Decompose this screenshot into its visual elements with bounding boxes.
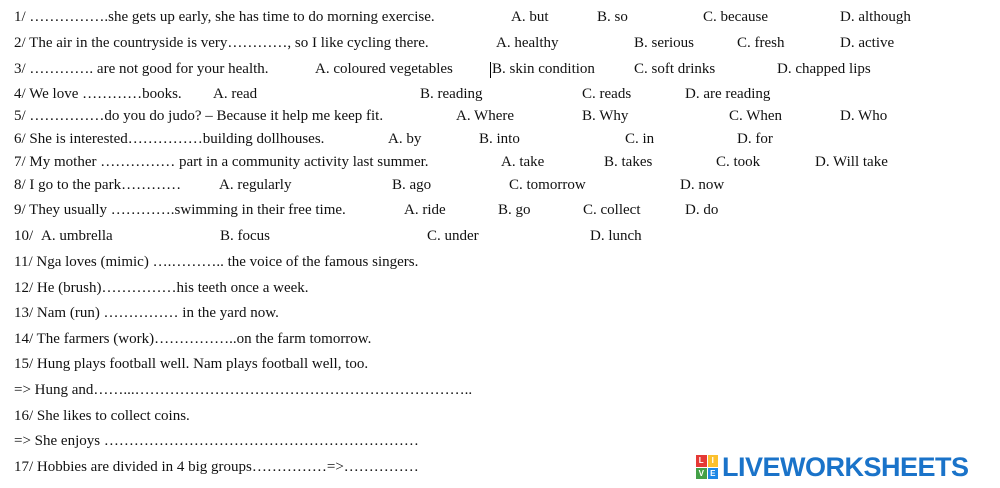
exercise-16-answer-text[interactable]: => She enjoys ……………………………………………………… xyxy=(14,433,419,449)
q2-option-a[interactable]: A. healthy xyxy=(496,35,559,51)
q9-option-d[interactable]: D. do xyxy=(685,202,719,218)
badge-letter-l: L xyxy=(696,455,707,467)
q4-option-a[interactable]: A. read xyxy=(213,86,258,102)
question-9-stem: 9/ They usually ………….swimming in their free time. xyxy=(14,202,346,218)
question-4-stem: 4/ We love …………books. xyxy=(14,86,182,102)
exercise-15-answer-text[interactable]: => Hung and……...………………………………………………………….. xyxy=(14,382,473,398)
q6-option-c[interactable]: C. in xyxy=(625,131,655,147)
q3-option-c[interactable]: C. soft drinks xyxy=(634,61,716,77)
q5-option-b[interactable]: B. Why xyxy=(582,108,629,124)
q6-option-a[interactable]: A. by xyxy=(388,131,422,147)
q3-option-b[interactable]: B. skin condition xyxy=(492,61,595,77)
q5-option-a[interactable]: A. Where xyxy=(456,108,515,124)
q4-option-c[interactable]: C. reads xyxy=(582,86,632,102)
question-5-stem: 5/ ……………do you do judo? – Because it help me keep fit. xyxy=(14,108,384,124)
exercise-16-text: 16/ She likes to collect coins. xyxy=(14,408,190,424)
q5-option-d[interactable]: D. Who xyxy=(840,108,888,124)
q1-option-c[interactable]: C. because xyxy=(703,9,768,25)
q1-option-b[interactable]: B. so xyxy=(597,9,628,25)
q10-option-c[interactable]: C. under xyxy=(427,228,479,244)
q4-option-b[interactable]: B. reading xyxy=(420,86,483,102)
q9-option-a[interactable]: A. ride xyxy=(404,202,446,218)
question-8-stem: 8/ I go to the park………… xyxy=(14,177,182,193)
q1-option-d[interactable]: D. although xyxy=(840,9,911,25)
q3-option-d[interactable]: D. chapped lips xyxy=(777,61,871,77)
question-2-stem: 2/ The air in the countryside is very…………, so I like cycling there. xyxy=(14,35,429,51)
q6-option-b[interactable]: B. into xyxy=(479,131,520,147)
exercise-17-text: 17/ Hobbies are divided in 4 big groups……………=>…………… xyxy=(14,459,419,475)
question-7-stem: 7/ My mother …………… part in a community activity last summer. xyxy=(14,154,429,170)
text-cursor xyxy=(490,62,491,78)
q8-option-b[interactable]: B. ago xyxy=(392,177,432,193)
q1-option-a[interactable]: A. but xyxy=(511,9,549,25)
q7-option-b[interactable]: B. takes xyxy=(604,154,653,170)
q8-option-c[interactable]: C. tomorrow xyxy=(509,177,586,193)
badge-letter-v: V xyxy=(696,468,707,480)
q7-option-d[interactable]: D. Will take xyxy=(815,154,888,170)
q8-option-a[interactable]: A. regularly xyxy=(219,177,292,193)
q10-option-a[interactable]: A. umbrella xyxy=(41,228,113,244)
logo-badge-icon xyxy=(696,455,718,479)
exercise-14-text: 14/ The farmers (work)……………..on the farm tomorrow. xyxy=(14,331,372,347)
exercise-15-text: 15/ Hung plays football well. Nam plays football well, too. xyxy=(14,356,369,372)
badge-letter-e: E xyxy=(708,468,719,480)
question-6-stem: 6/ She is interested……………building dollhouses. xyxy=(14,131,325,147)
q2-option-d[interactable]: D. active xyxy=(840,35,895,51)
q8-option-d[interactable]: D. now xyxy=(680,177,725,193)
question-10-prefix: 10/ xyxy=(14,228,34,244)
exercise-12-text: 12/ He (brush)……………his teeth once a week. xyxy=(14,280,309,296)
badge-letter-i: I xyxy=(708,455,719,467)
q2-option-c[interactable]: C. fresh xyxy=(737,35,785,51)
q9-option-b[interactable]: B. go xyxy=(498,202,531,218)
q2-option-b[interactable]: B. serious xyxy=(634,35,694,51)
q4-option-d[interactable]: D. are reading xyxy=(685,86,771,102)
liveworksheets-logo xyxy=(696,452,969,482)
q5-option-c[interactable]: C. When xyxy=(729,108,783,124)
question-1-stem: 1/ …………….she gets up early, she has time to do morning exercise. xyxy=(14,9,435,25)
q9-option-c[interactable]: C. collect xyxy=(583,202,641,218)
logo-wordmark: LIVEWORKSHEETS xyxy=(722,451,969,482)
q10-option-d[interactable]: D. lunch xyxy=(590,228,642,244)
exercise-13-text: 13/ Nam (run) …………… in the yard now. xyxy=(14,305,279,321)
question-3-stem: 3/ …………. are not good for your health. xyxy=(14,61,269,77)
q10-option-b[interactable]: B. focus xyxy=(220,228,270,244)
q3-option-a[interactable]: A. coloured vegetables xyxy=(315,61,453,77)
q7-option-c[interactable]: C. took xyxy=(716,154,761,170)
q7-option-a[interactable]: A. take xyxy=(501,154,545,170)
exercise-11-text: 11/ Nga loves (mimic) ….……….. the voice of the famous singers. xyxy=(14,254,419,270)
q6-option-d[interactable]: D. for xyxy=(737,131,773,147)
